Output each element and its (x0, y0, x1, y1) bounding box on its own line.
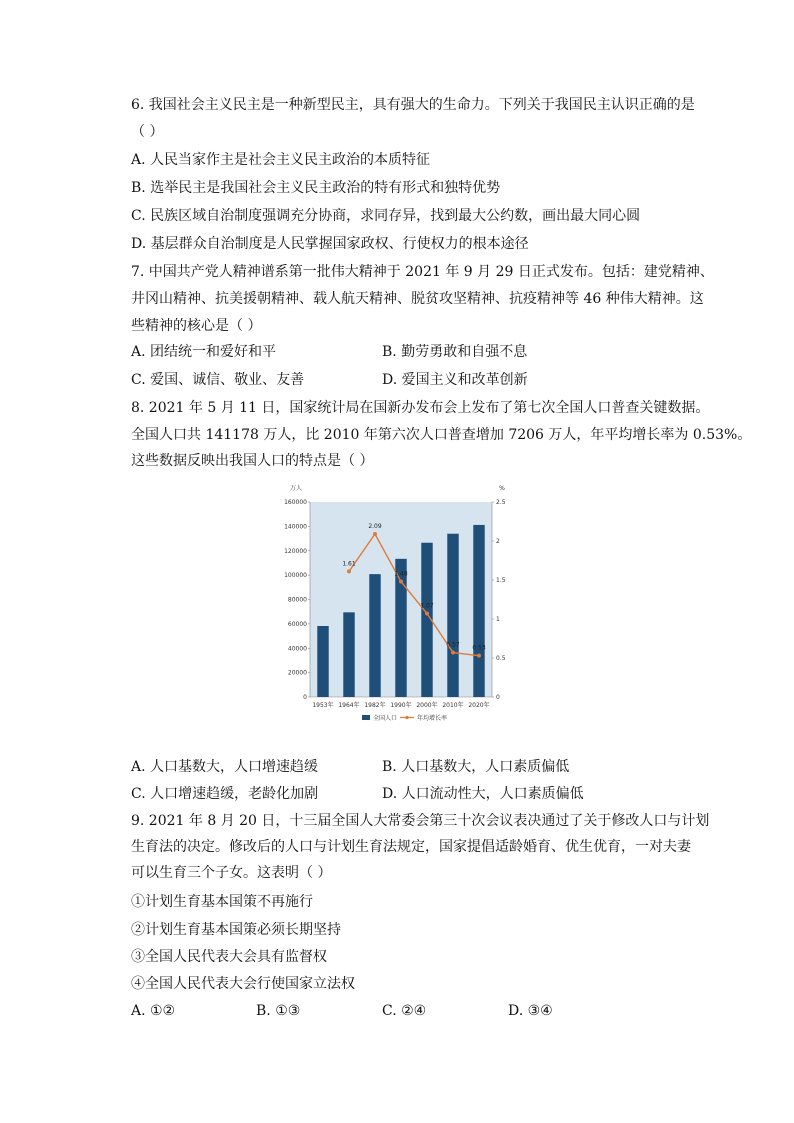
q9-stem-line1: 9. 2021 年 8 月 20 日，十三届全国人大常委会第三十次会议表决通过了关于修改人口与计划 (131, 813, 710, 829)
q7-stem-line3: 些精神的核心是（ ） (131, 318, 262, 334)
population-bar (317, 626, 328, 697)
left-tick-label: 40000 (287, 645, 307, 653)
q9-stem-line2: 生育法的决定。修改后的人口与计划生育法规定，国家提倡适龄婚育、优生优育，一对夫妻 (131, 839, 691, 855)
legend-line-marker (405, 716, 408, 719)
q7-stem-line2: 井冈山精神、抗美援朝精神、载人航天精神、脱贫攻坚精神、抗疫精神等 46 种伟大精神。这 (131, 291, 704, 307)
q9-option-a: A. ①② (131, 1003, 176, 1019)
growth-rate-point (477, 654, 481, 658)
q8-option-c: C. 人口增速趋缓，老龄化加剧 (131, 786, 319, 802)
q9-option-d: D. ③④ (508, 1003, 553, 1019)
population-bar (369, 574, 380, 697)
q6-stem-line1: 6. 我国社会主义民主是一种新型民主，具有强大的生命力。下列关于我国民主认识正确的是 (131, 97, 695, 113)
population-bar (343, 612, 354, 697)
growth-rate-label: 0.53 (472, 644, 486, 652)
legend-line-label: 年均增长率 (417, 715, 448, 722)
q6-stem-line2: （ ） (131, 124, 164, 140)
x-tick-label: 2000年 (416, 702, 438, 709)
left-axis-unit: 万人 (289, 485, 303, 492)
left-tick-label: 100000 (284, 572, 307, 580)
x-tick-label: 2020年 (468, 702, 490, 709)
growth-rate-label: 1.07 (420, 602, 434, 610)
growth-rate-point (373, 532, 377, 536)
q6-option-c: C. 民族区域自治制度强调充分协商，求同存异，找到最大公约数，画出最大同心圆 (131, 208, 641, 224)
growth-rate-label: 1.61 (342, 560, 356, 568)
q9-stem-line3: 可以生育三个子女。这表明（ ） (131, 865, 332, 881)
right-tick-label: 0 (496, 694, 500, 701)
growth-rate-point (425, 612, 429, 616)
q9-statement-4: ④全国人民代表大会行使国家立法权 (131, 976, 355, 992)
growth-rate-label: 0.57 (446, 641, 460, 649)
q9-statement-3: ③全国人民代表大会具有监督权 (131, 949, 327, 965)
x-tick-label: 1982年 (364, 702, 386, 709)
q8-stem-line2: 全国人口共 141178 万人，比 2010 年第六次人口普查增加 7206 万人，年平均增长率为 0.53%。 (131, 427, 752, 443)
q7-stem-line1: 7. 中国共产党人精神谱系第一批伟大精神于 2021 年 9 月 29 日正式发布。包括：建党精神、 (131, 264, 714, 280)
population-chart-svg (280, 480, 520, 728)
q9-option-b: B. ①③ (256, 1003, 301, 1019)
left-tick-label: 120000 (284, 547, 307, 555)
growth-rate-point (347, 569, 351, 573)
left-tick-label: 80000 (287, 596, 307, 604)
q8-stem-line1: 8. 2021 年 5 月 11 日，国家统计局在国新办发布会上发布了第七次全国人口普查关键数据。 (131, 400, 710, 416)
left-tick-label: 20000 (287, 669, 307, 677)
x-tick-label: 2010年 (442, 702, 464, 709)
population-bar (447, 534, 458, 697)
q8-stem-line3: 这些数据反映出我国人口的特点是（ ） (131, 453, 374, 469)
q7-option-c: C. 爱国、诚信、敬业、友善 (131, 372, 305, 388)
q7-option-b: B. 勤劳勇敢和自强不息 (382, 344, 528, 360)
q7-option-d: D. 爱国主义和改革创新 (382, 372, 528, 388)
q8-option-d: D. 人口流动性大，人口素质偏低 (382, 786, 584, 802)
right-axis-unit: % (499, 485, 505, 492)
right-tick-label: 2.5 (496, 499, 506, 506)
q6-option-d: D. 基层群众自治制度是人民掌握国家政权、行使权力的根本途径 (131, 236, 529, 252)
growth-rate-point (451, 651, 455, 655)
growth-rate-point (399, 580, 403, 584)
right-tick-label: 2 (496, 538, 500, 545)
right-tick-label: 1 (496, 616, 500, 623)
left-tick-label: 60000 (287, 620, 307, 628)
x-tick-label: 1953年 (312, 702, 334, 709)
left-tick-label: 160000 (284, 499, 307, 506)
population-chart (280, 480, 520, 728)
q6-option-b: B. 选举民主是我国社会主义民主政治的特有形式和独特优势 (131, 180, 501, 196)
left-tick-label: 140000 (284, 523, 307, 531)
legend-bar-label: 全国人口 (373, 715, 398, 722)
q9-statement-2: ②计划生育基本国策必须长期坚持 (131, 922, 341, 938)
growth-rate-label: 1.48 (394, 570, 408, 578)
right-tick-label: 1.5 (496, 577, 506, 584)
left-tick-label: 0 (303, 694, 307, 701)
q9-option-c: C. ②④ (382, 1003, 427, 1019)
population-bar (473, 525, 484, 697)
q6-option-a: A. 人民当家作主是社会主义民主政治的本质特征 (131, 152, 431, 168)
x-tick-label: 1990年 (390, 702, 412, 709)
q7-option-a: A. 团结统一和爱好和平 (131, 344, 277, 360)
q8-option-b: B. 人口基数大，人口素质偏低 (382, 759, 570, 775)
x-tick-label: 1964年 (338, 702, 360, 709)
population-bar (395, 559, 406, 697)
legend-bar-swatch (362, 715, 370, 720)
q9-statement-1: ①计划生育基本国策不再施行 (131, 894, 313, 910)
q8-option-a: A. 人口基数大，人口增速趋缓 (131, 759, 319, 775)
right-tick-label: 0.5 (496, 655, 506, 662)
growth-rate-label: 2.09 (368, 522, 382, 530)
